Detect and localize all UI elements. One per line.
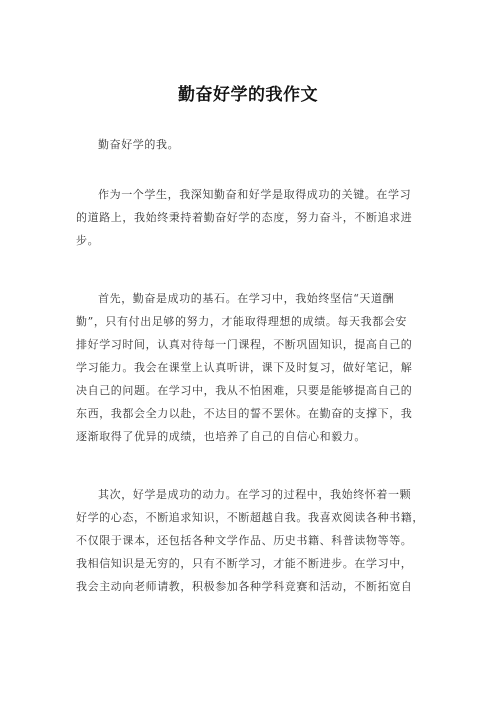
paragraph-line: 逐渐取得了优异的成绩，也培养了自己的自信心和毅力。 (76, 430, 366, 443)
paragraph-line: 勤奋好学的我。 (98, 138, 180, 151)
paragraph-line: 决自己的问题。在学习中，我从不怕困难，只要是能够提高自己的 (76, 384, 413, 397)
paragraph-line: 学习能力。我会在课堂上认真听讲，课下及时复习，做好笔记，解 (76, 361, 413, 374)
paragraph-line: 好学的心态，不断追求知识，不断超越自我。我喜欢阅读各种书籍， (76, 511, 424, 524)
paragraph-line: 作为一个学生，我深知勤奋和好学是取得成功的关键。在学习 (98, 188, 412, 201)
paragraph-line: 我相信知识是无穷的，只有不断学习，才能不断进步。在学习中， (76, 557, 413, 570)
paragraph-line: 其次，好学是成功的动力。在学习的过程中，我始终怀着一颗 (98, 488, 412, 501)
paragraph-line: 东西，我都会全力以赴，不达目的誓不罢休。在勤奋的支撑下，我 (76, 407, 413, 420)
document-title: 勤奋好学的我作文 (178, 85, 318, 105)
paragraph-line: 排好学习时间，认真对待每一门课程，不断巩固知识，提高自己的 (76, 338, 413, 351)
paragraph-line: 我会主动向老师请教，积极参加各种学科竞赛和活动，不断拓宽自 (76, 580, 413, 593)
paragraph-line: 步。 (76, 234, 100, 247)
paragraph-line: 的道路上，我始终秉持着勤奋好学的态度，努力奋斗，不断追求进 (76, 211, 413, 224)
paragraph-line: 不仅限于课本，还包括各种文学作品、历史书籍、科普读物等等。 (76, 534, 413, 547)
paragraph-line: 勤”，只有付出足够的努力，才能取得理想的成绩。每天我都会安 (76, 315, 408, 328)
paragraph-line: 首先，勤奋是成功的基石。在学习中，我始终坚信“天道酬 (98, 292, 395, 305)
